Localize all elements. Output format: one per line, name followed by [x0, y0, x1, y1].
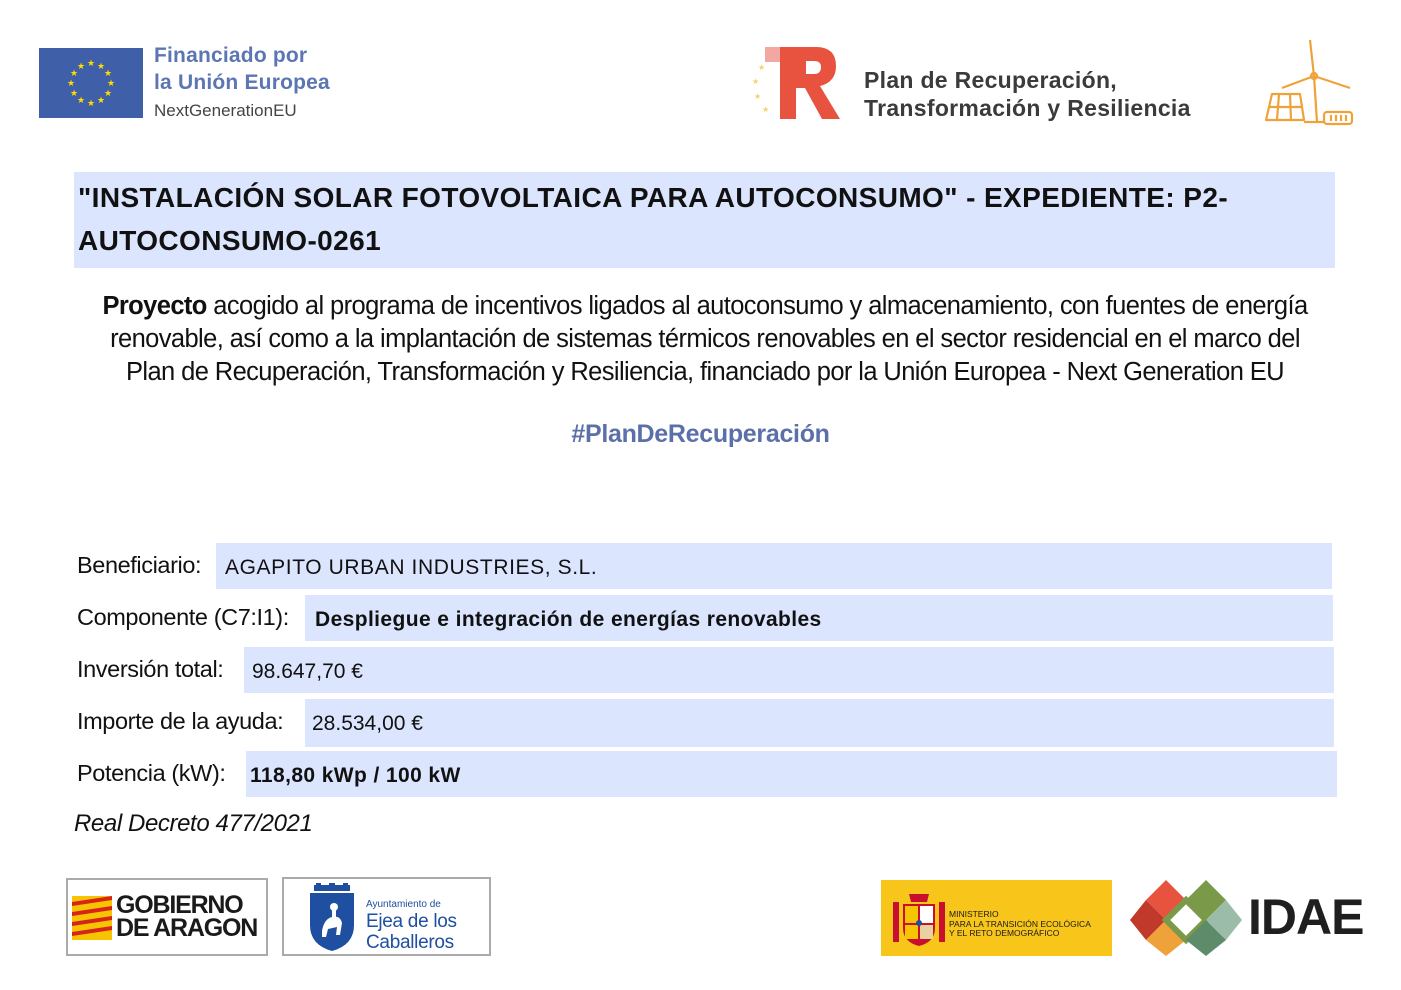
ministerio-line2: PARA LA TRANSICIÓN ECOLÓGICA	[949, 918, 1091, 929]
componente-label: Componente (C7:I1):	[77, 604, 289, 630]
ejea-caballeros-logo	[282, 877, 491, 956]
svg-text:★: ★	[758, 63, 766, 72]
svg-text:★: ★	[86, 59, 96, 69]
svg-text:★: ★	[66, 79, 76, 89]
ejea-line1: Ejea de los	[366, 911, 457, 932]
description-lead: Proyecto	[102, 292, 207, 320]
project-title-band	[74, 172, 1335, 268]
potencia-value: 118,80 kWp / 100 kW	[250, 764, 461, 787]
spain-coat-of-arms-icon	[891, 888, 947, 948]
svg-text:★: ★	[69, 69, 79, 79]
aragon-line1: GOBIERNO	[116, 891, 243, 919]
ejea-shield-icon	[306, 883, 358, 953]
gobierno-aragon-logo	[66, 878, 268, 956]
svg-text:★: ★	[69, 89, 79, 99]
svg-text:★: ★	[762, 105, 770, 114]
potencia-label: Potencia (kW):	[77, 760, 226, 786]
svg-text:★: ★	[103, 69, 113, 79]
renewable-energy-icon	[1262, 36, 1358, 128]
beneficiario-box	[216, 543, 1332, 589]
ejea-small-text: Ayuntamiento de	[366, 899, 441, 910]
idae-text: IDAE	[1248, 889, 1364, 945]
ministerio-line1: MINISTERIO	[949, 909, 999, 919]
svg-text:★: ★	[103, 89, 113, 99]
potencia-box	[246, 751, 1337, 797]
description-line2: renovable, así como a la implantación de sistemas térmicos renovables en el sector residencial en el marco del	[110, 325, 1300, 353]
ministerio-logo	[881, 880, 1112, 956]
svg-text:★: ★	[76, 62, 86, 72]
svg-text:★: ★	[76, 96, 86, 106]
svg-text:★: ★	[752, 77, 760, 86]
inversion-box	[244, 647, 1334, 693]
inversion-label: Inversión total:	[77, 656, 224, 682]
eu-funding-line1: Financiado por	[154, 44, 308, 67]
componente-box	[305, 595, 1333, 641]
ejea-line2: Caballeros	[366, 932, 454, 953]
eu-funding-line2: la Unión Europea	[154, 71, 330, 94]
eu-funding-line3: NextGenerationEU	[154, 101, 297, 120]
ayuda-label: Importe de la ayuda:	[77, 708, 284, 734]
svg-text:★: ★	[96, 96, 106, 106]
description-line1-text: acogido al programa de incentivos ligados al autoconsumo y almacenamiento, con fuentes de energía	[206, 292, 1308, 320]
svg-text:★: ★	[754, 92, 762, 101]
ayuda-value: 28.534,00 €	[312, 712, 423, 735]
plan-title-line1: Plan de Recuperación,	[864, 67, 1117, 93]
project-description	[60, 290, 1350, 389]
svg-text:★: ★	[86, 99, 96, 109]
hashtag: #PlanDeRecuperación	[571, 420, 830, 448]
beneficiario-label: Beneficiario:	[77, 552, 202, 578]
ministerio-line3: Y EL RETO DEMOGRÁFICO	[949, 928, 1060, 938]
real-decreto: Real Decreto 477/2021	[74, 810, 313, 837]
description-line3: Plan de Recuperación, Transformación y Resiliencia, financiado por la Unión Europea - Next Generation EU	[125, 358, 1284, 386]
project-title: "INSTALACIÓN SOLAR FOTOVOLTAICA PARA AUTOCONSUMO" - EXPEDIENTE: P2-AUTOCONSUMO-0261	[78, 182, 1229, 256]
ayuda-box	[305, 699, 1334, 747]
ministerio-text	[949, 910, 1091, 939]
tr-logo	[750, 44, 842, 122]
inversion-value: 98.647,70 €	[252, 660, 363, 683]
ejea-text	[366, 911, 457, 953]
idae-symbol-icon	[1130, 878, 1242, 958]
aragon-line2: DE ARAGON	[116, 914, 258, 942]
description-line1	[60, 290, 1350, 323]
beneficiario-value: AGAPITO URBAN INDUSTRIES, S.L.	[225, 556, 598, 579]
aragon-flag-icon	[72, 896, 112, 940]
componente-value: Despliegue e integración de energías renovables	[315, 608, 822, 631]
eu-stars-icon	[39, 48, 143, 118]
plan-title-line2: Transformación y Resiliencia	[864, 95, 1191, 121]
svg-text:★: ★	[96, 62, 106, 72]
aragon-text	[116, 891, 258, 942]
svg-text:★: ★	[106, 79, 116, 89]
eu-flag-logo	[39, 48, 143, 118]
